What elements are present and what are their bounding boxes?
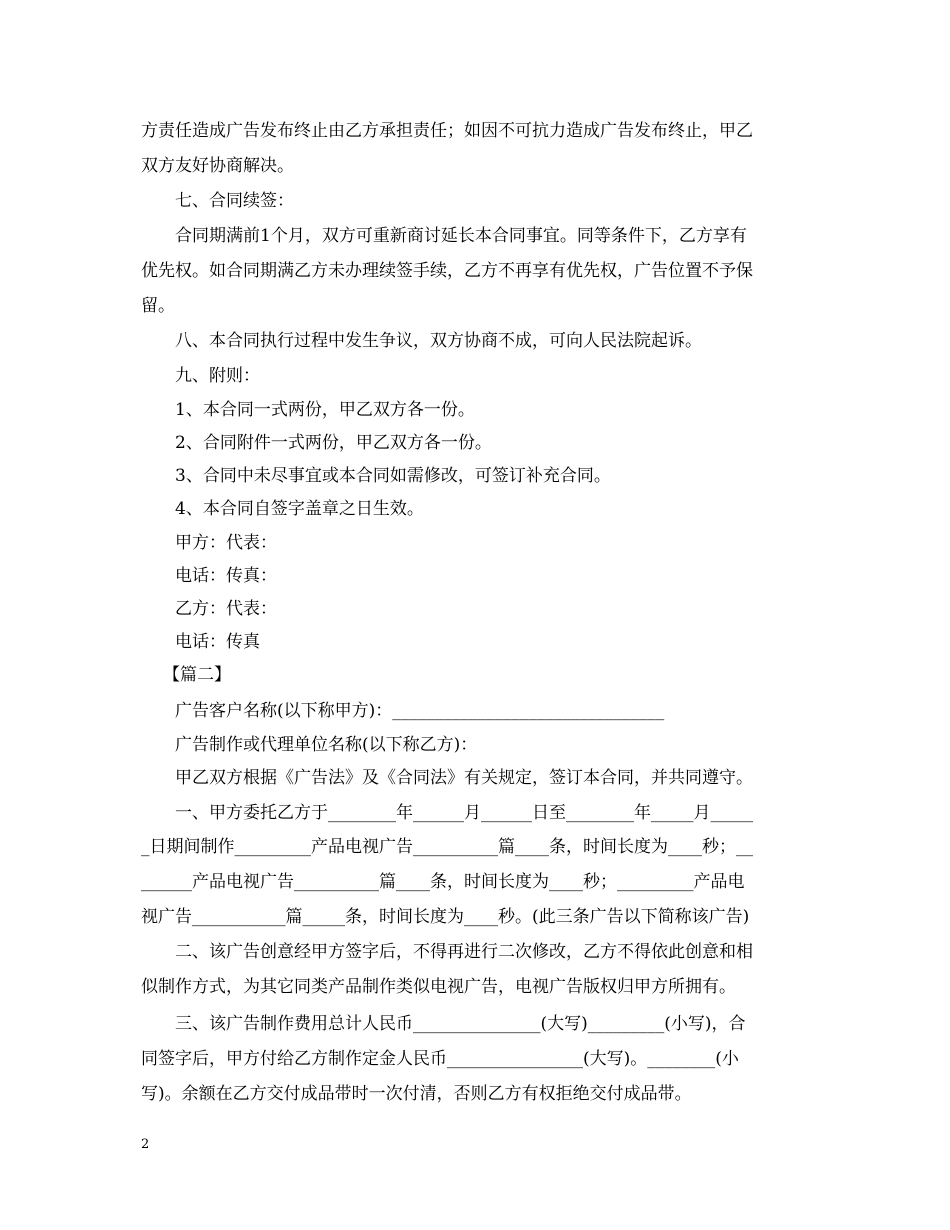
- text-line: 4、本合同自签字盖章之日生效。: [175, 499, 424, 519]
- text-line: 合同期满前1个月，双方可重新商讨延长本合同事宜。同等条件下，乙方享有: [175, 226, 747, 246]
- text-line: 同签字后，甲方付给乙方制作定金人民币________________(大写)。________(小: [141, 1049, 739, 1069]
- text-line: 广告客户名称(以下称甲方)：________________________________: [175, 701, 665, 721]
- text-line: 留。: [141, 296, 175, 316]
- text-line: ______产品电视广告__________篇____条，时间长度为____秒；_________产品电: [141, 872, 745, 892]
- text-line: 优先权。如合同期满乙方未办理续签手续，乙方不再享有优先权，广告位置不予保: [141, 261, 753, 281]
- text-line: 2、合同附件一式两份，甲乙双方各一份。: [175, 433, 492, 453]
- text-line: 广告制作或代理单位名称(以下称乙方)：: [175, 735, 478, 755]
- section-heading: 七、合同续签：: [175, 191, 294, 211]
- page-number: 2: [141, 1137, 150, 1152]
- text-line: _日期间制作_________产品电视广告__________篇____条，时间长度为____秒；__: [141, 837, 753, 857]
- signature-line: 乙方：代表：: [175, 599, 277, 619]
- text-line: 1、本合同一式两份，甲乙双方各一份。: [175, 400, 475, 420]
- text-line: 3、合同中未尽事宜或本合同如需修改，可签订补充合同。: [175, 466, 611, 486]
- text-line: 似制作方式，为其它同类产品制作类似电视广告，电视广告版权归甲方所拥有。: [141, 977, 736, 997]
- section-title: 【篇二】: [163, 665, 231, 685]
- text-line: 双方友好协商解决。: [141, 156, 294, 176]
- text-line: 甲乙双方根据《广告法》及《合同法》有关规定，签订本合同，并共同遵守。: [175, 768, 753, 788]
- section-heading: 八、本合同执行过程中发生争议，双方协商不成，可向人民法院起诉。: [175, 331, 702, 351]
- signature-line: 电话：传真：: [175, 566, 277, 586]
- signature-line: 甲方：代表：: [175, 533, 277, 553]
- text-line: 方责任造成广告发布终止由乙方承担责任；如因不可抗力造成广告发布终止，甲乙: [141, 121, 753, 141]
- text-line: 二、该广告创意经甲方签字后，不得再进行二次修改，乙方不得依此创意和相: [175, 942, 753, 962]
- section-heading: 九、附则：: [175, 366, 260, 386]
- text-line: 三、该广告制作费用总计人民币_______________(大写)_________(小写)，合: [175, 1014, 746, 1034]
- text-line: 视广告___________篇_____条，时间长度为____秒。(此三条广告以下简称该广告): [141, 907, 750, 927]
- text-line: 一、甲方委托乙方于________年______月______日至________年_____月_____: [175, 803, 753, 823]
- text-line: 写)。余额在乙方交付成品带时一次付清，否则乙方有权拒绝交付成品带。: [141, 1084, 692, 1104]
- signature-line: 电话：传真: [175, 632, 260, 652]
